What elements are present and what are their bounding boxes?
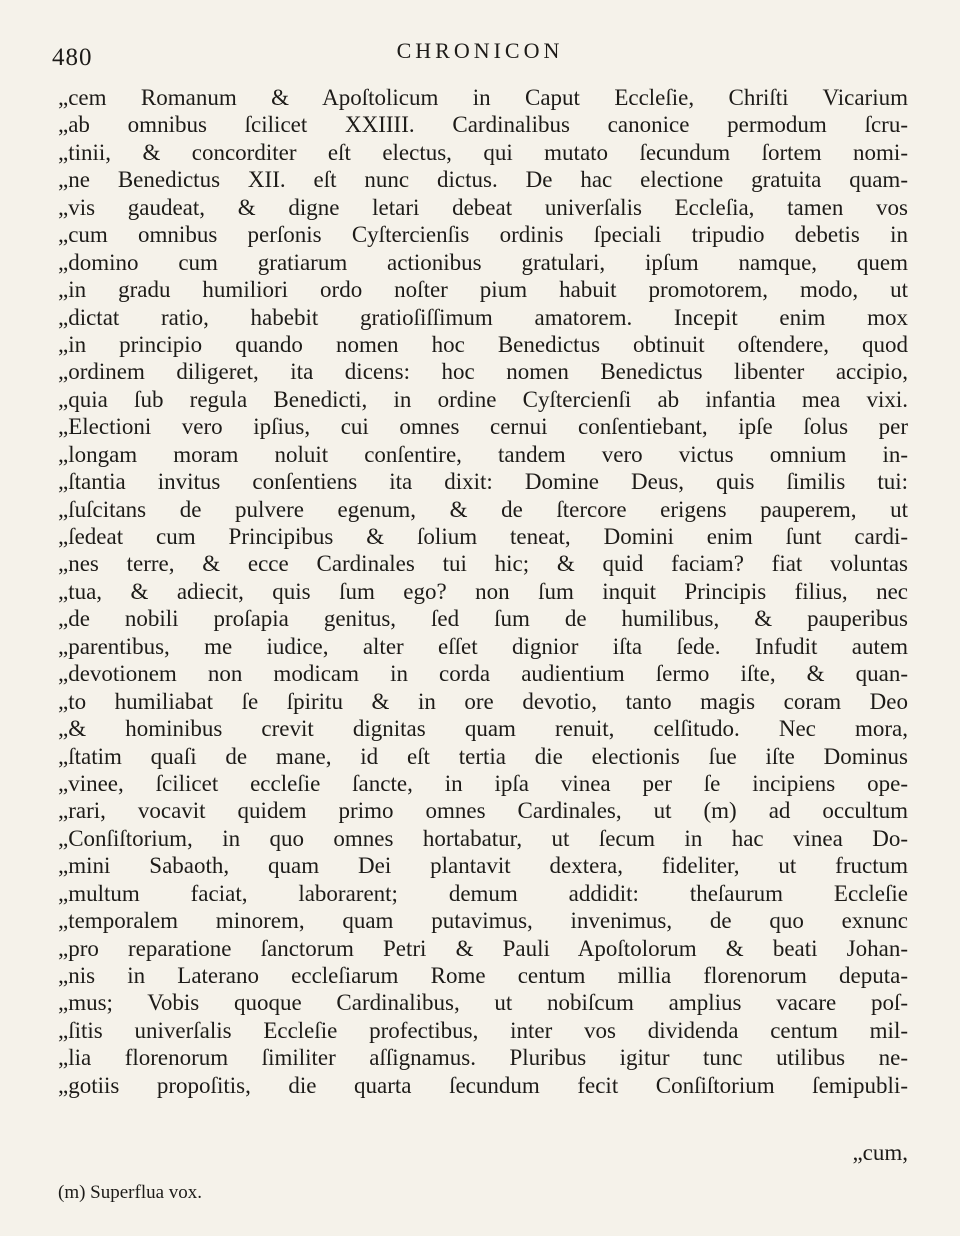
- body-text: [58, 84, 908, 1099]
- text-line: „in gradu humiliori ordo noſter pium habuit promotorem, modo, ut: [58, 277, 908, 303]
- text-line: „ſedeat cum Principibus & ſolium teneat, Domini enim ſunt cardi-: [58, 524, 908, 549]
- text-line: „multum faciat, laborarent; demum addidit: theſaurum Eccleſie: [58, 880, 908, 906]
- text-line: „vis gaudeat, & digne letari debeat univerſalis Eccleſia, tamen vos: [58, 194, 908, 220]
- text-line: „dictat ratio, habebit gratioſiſſimum amatorem. Incepit enim mox: [58, 304, 908, 330]
- text-line: „ſtantia invitus conſentiens ita dixit: Domine Deus, quis ſimilis tui:: [58, 469, 908, 495]
- text-line: „vinee, ſcilicet eccleſie ſancte, in ipſa vinea per ſe incipiens ope-: [58, 770, 908, 796]
- text-line: „ſitis univerſalis Eccleſie profectibus, inter vos dividenda centum mil-: [58, 1017, 908, 1043]
- text-line: „nis in Laterano eccleſiarum Rome centum millia florenorum deputa-: [58, 963, 908, 988]
- text-line: „longam moram noluit conſentire, tandem vero victus omnium in-: [58, 441, 908, 467]
- text-line: „lia florenorum ſimiliter aſſignamus. Pluribus igitur tunc utilibus ne-: [58, 1045, 908, 1071]
- text-line: „ordinem diligeret, ita dicens: hoc nomen Benedictus libenter accipio,: [58, 359, 908, 385]
- text-line: „rari, vocavit quidem primo omnes Cardinales, ut (m) ad occultum: [58, 798, 908, 824]
- text-line: „ſtatim quaſi de mane, id eſt tertia die electionis ſue iſte Dominus: [58, 743, 908, 769]
- text-line: „tinii, & concorditer eſt electus, qui mutato ſecundum ſortem nomi-: [58, 139, 908, 165]
- text-line: „& hominibus crevit dignitas quam renuit, celſitudo. Nec mora,: [58, 716, 908, 742]
- page-number: 480: [52, 44, 93, 71]
- text-line: „devotionem non modicam in corda audientium ſermo iſte, & quan-: [58, 661, 908, 687]
- text-line: „mus; Vobis quoque Cardinalibus, ut nobiſcum amplius vacare poſ-: [58, 990, 908, 1016]
- text-line: „ne Benedictus XII. eſt nunc dictus. De hac electione gratuita quam-: [58, 167, 908, 193]
- text-line: „Electioni vero ipſius, cui omnes cernui conſentiebant, ipſe ſolus per: [58, 414, 908, 440]
- text-line: „nes terre, & ecce Cardinales tui hic; & quid faciam? fiat voluntas: [58, 551, 908, 577]
- text-line: „ſuſcitans de pulvere egenum, & de ſtercore erigens pauperem, ut: [58, 496, 908, 522]
- text-line: „domino cum gratiarum actionibus gratulari, ipſum namque, quem: [58, 249, 908, 275]
- catchword: „cum,: [852, 1140, 908, 1165]
- running-head: CHRONICON: [396, 38, 564, 63]
- text-line: „in principio quando nomen hoc Benedictus obtinuit oſtendere, quod: [58, 331, 908, 357]
- footnote: (m) Superflua vox.: [58, 1182, 203, 1203]
- text-line: „to humiliabat ſe ſpiritu & in ore devotio, tanto magis coram Deo: [58, 688, 908, 714]
- text-line: „pro reparatione ſanctorum Petri & Pauli Apoſtolorum & beati Johan-: [58, 935, 908, 961]
- text-line: „Conſiſtorium, in quo omnes hortabatur, ut ſecum in hac vinea Do-: [58, 825, 908, 851]
- text-line: „gotiis propoſitis, die quarta ſecundum fecit Conſiſtorium ſemipubli-: [58, 1072, 908, 1098]
- text-line: „tua, & adiecit, quis ſum ego? non ſum inquit Principis filius, nec: [58, 578, 908, 604]
- text-line: „quia ſub regula Benedicti, in ordine Cyſtercienſi ab infantia mea vixi.: [58, 386, 908, 412]
- text-line: „mini Sabaoth, quam Dei plantavit dextera, fideliter, ut fructum: [58, 853, 908, 879]
- text-line: „cum omnibus perſonis Cyſtercienſis ordinis ſpeciali tripudio debetis in: [58, 222, 908, 248]
- text-line: „temporalem minorem, quam putavimus, invenimus, de quo exnunc: [58, 908, 908, 934]
- text-line: „parentibus, me iudice, alter eſſet dignior iſta ſede. Infudit autem: [58, 633, 908, 659]
- text-line: „ab omnibus ſcilicet XXIIII. Cardinalibus canonice permodum ſcru-: [58, 112, 908, 138]
- text-line: „cem Romanum & Apoſtolicum in Caput Eccleſie, Chriſti Vicarium: [58, 85, 908, 110]
- text-line: „de nobili proſapia genitus, ſed ſum de humilibus, & pauperibus: [58, 606, 908, 632]
